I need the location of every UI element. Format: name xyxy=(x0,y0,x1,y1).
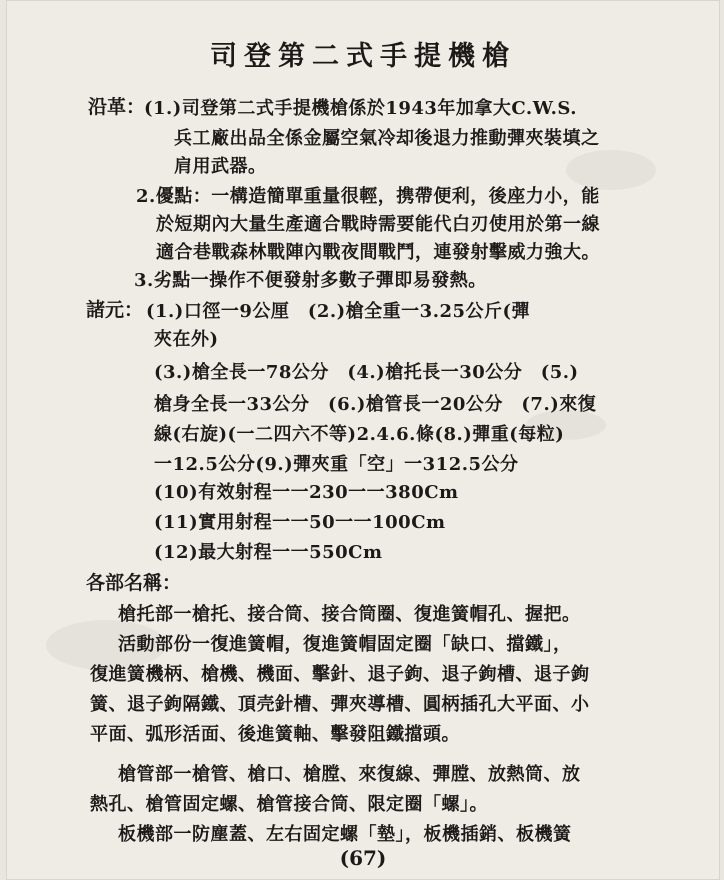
specs-line: 夾在外) xyxy=(154,329,219,350)
specs-line: 槍身全長一33公分 (6.)槍管長一20公分 (7.)來復 xyxy=(154,394,597,415)
history-heading: 沿革： xyxy=(88,96,146,118)
history-line: 3.劣點一操作不便發射多數子彈即易發熱。 xyxy=(134,270,487,291)
parts-line: 槍管部一槍管、槍口、槍膛、來復線、彈膛、放熱筒、放 xyxy=(118,764,581,785)
history-line: 於短期內大量生產適合戰時需要能代白刃使用於第一線 xyxy=(156,214,600,235)
specs-line: (3.)槍全長一78公分 (4.)槍托長一30公分 (5.) xyxy=(154,362,579,383)
history-line: 兵工廠出品全係金屬空氣冷却後退力推動彈夾裝填之 xyxy=(174,128,600,149)
parts-line: 板機部一防塵蓋、左右固定螺「墊」，板機插銷、板機簧 xyxy=(118,824,572,845)
history-line: 肩用武器。 xyxy=(174,156,267,177)
parts-heading: 各部名稱： xyxy=(86,572,182,594)
specs-heading: 諸元： xyxy=(86,299,144,321)
history-line: (1.)司登第二式手提機槍係於1943年加拿大C.W.S. xyxy=(144,98,577,119)
history-line: 2.優點：一構造簡單重量很輕，携帶便利，後座力小，能 xyxy=(136,186,600,207)
parts-line: 簧、退子鉤隔鐵、頂壳針槽、彈夾導槽、圓柄插孔大平面、小 xyxy=(90,694,590,715)
specs-line: 線(右旋)(一二四六不等)2.4.6.條(8.)彈重(每粒) xyxy=(154,424,565,445)
specs-line: (12)最大射程一一550Cm xyxy=(154,542,383,563)
specs-line: (1.)口徑一9公厘 (2.)槍全重一3.25公斤(彈 xyxy=(146,301,531,322)
parts-line: 復進簧機柄、槍機、機面、擊針、退子鉤、退子鉤槽、退子鉤 xyxy=(90,664,590,685)
page-number: (67) xyxy=(339,846,387,870)
document-page xyxy=(6,0,720,880)
history-line: 適合巷戰森林戰陣內戰夜間戰鬥，連發射擊威力強大。 xyxy=(156,242,600,263)
parts-line: 活動部份一復進簧帽，復進簧帽固定圈「缺口、擋鐵」， xyxy=(118,634,572,655)
specs-line: (11)實用射程一一50一一100Cm xyxy=(154,512,446,533)
parts-line: 熱孔、槍管固定螺、槍管接合筒、限定圈「螺」。 xyxy=(90,794,488,815)
specs-line: (10)有效射程一一230一一380Cm xyxy=(154,482,459,503)
parts-line: 平面、弧形活面、後進簧軸、擊發阻鐵擋頭。 xyxy=(90,724,460,745)
parts-line: 槍托部一槍托、接合筒、接合筒圈、復進簧帽孔、握把。 xyxy=(118,604,581,625)
specs-line: 一12.5公分(9.)彈夾重「空」一312.5公分 xyxy=(154,454,519,475)
page-title: 司登第二式手提機槍 xyxy=(210,41,516,72)
